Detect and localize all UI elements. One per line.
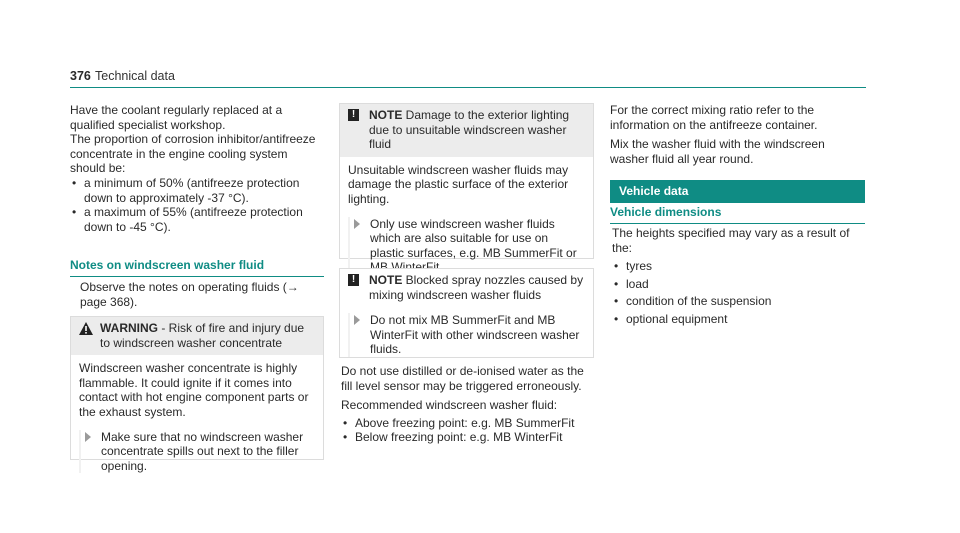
bullet-list [70,176,324,234]
section-notes-washer [70,258,324,277]
list-item: • a minimum of 50% (antifreeze protection down to approximately -37 °C). [70,176,324,205]
step-bar [348,313,350,357]
bullet-list [612,258,866,328]
warning-triangle-icon [79,322,93,335]
warning-heading [79,321,315,350]
list-item: • Above freezing point: e.g. MB SummerFit [341,416,597,431]
instruction-step [348,313,585,357]
paragraph: The proportion of corrosion inhibitor/antifreeze concentrate in the engine cooling system should be: [70,132,316,176]
section-rule [70,276,324,277]
paragraph: Recommended windscreen washer fluid: [341,398,558,413]
note-heading-text: Damage to the exterior lighting due to unsuitable windscreen washer fluid [369,108,570,152]
exclamation-square-icon: ! [348,109,359,121]
note-label: NOTE [369,273,403,287]
list-item: • a maximum of 55% (antifreeze protection down to -45 °C). [70,205,324,234]
note-header [340,104,593,157]
section-title: Vehicle dimensions [610,205,722,219]
column-1 [70,103,324,234]
washer-fluid-text [341,364,597,445]
observe-text [80,280,320,309]
paragraph: Have the coolant regularly replaced at a qualified specialist workshop. [70,103,283,132]
step-text: Make sure that no windscreen washer concentrate spills out next to the filler opening. [101,429,304,473]
column-3 [610,103,865,166]
note-box-nozzles [339,268,594,358]
warning-body [71,355,323,481]
paragraph: Mix the washer fluid with the windscreen washer fluid all year round. [610,137,825,166]
triangle-arrow-icon [354,219,360,229]
vehicle-data-heading: Vehicle data [610,180,865,203]
note-heading [348,108,585,152]
list-item: • load [612,276,866,294]
paragraph: Observe the notes on operating fluids (→ page 368). [80,280,299,309]
paragraph: The heights specified may vary as a result of the: [612,226,850,255]
step-bar [79,430,81,474]
dimensions-text [612,226,866,329]
list-item: • tyres [612,258,866,276]
section-title: Notes on windscreen washer fluid [70,258,265,272]
warning-box [70,316,324,473]
note-heading [348,273,585,302]
list-item: • optional equipment [612,311,866,329]
paragraph: Windscreen washer concentrate is highly flammable. It could ignite if it comes into contact with hot engine component parts or the exhaust system. [79,361,309,419]
note-label: NOTE [369,108,403,122]
instruction-step [348,217,585,275]
list-item: • condition of the suspension [612,293,866,311]
section-rule [610,223,865,224]
exclamation-square-icon: ! [348,274,359,286]
paragraph: For the correct mixing ratio refer to the information on the antifreeze container. [610,103,818,132]
warning-heading-text: - Risk of fire and injury due to windscreen washer concentrate [100,321,305,350]
warning-header [71,317,323,355]
triangle-arrow-icon [354,315,360,325]
triangle-arrow-icon [85,432,91,442]
warning-label: WARNING [100,321,158,335]
instruction-step [79,430,315,474]
list-item: • Below freezing point: e.g. MB WinterFit [341,430,597,445]
paragraph: Unsuitable windscreen washer fluids may damage the plastic surface of the exterior lighting. [348,162,569,206]
bullet-list [341,416,597,445]
page-title: Technical data [95,69,175,83]
page-number: 376 [70,69,91,83]
note-heading-text: Blocked spray nozzles caused by mixing windscreen washer fluids [369,273,584,302]
vehicle-data-bar [610,180,865,203]
header-rule [70,87,866,88]
note-body [340,307,593,365]
paragraph: Do not use distilled or de-ionised water as the fill level sensor may be triggered erroneously. [341,364,584,393]
section-vehicle-dimensions [610,205,865,224]
note-body [340,157,593,283]
step-text: Only use windscreen washer fluids which are also suitable for use on plastic surfaces, e.g. MB SummerFit or [370,216,577,260]
step-bar [348,217,350,275]
note-header [340,269,593,307]
note-box-lighting [339,103,594,259]
step-text: Do not mix MB SummerFit and MB WinterFit with other windscreen washer fluids. [370,313,580,357]
